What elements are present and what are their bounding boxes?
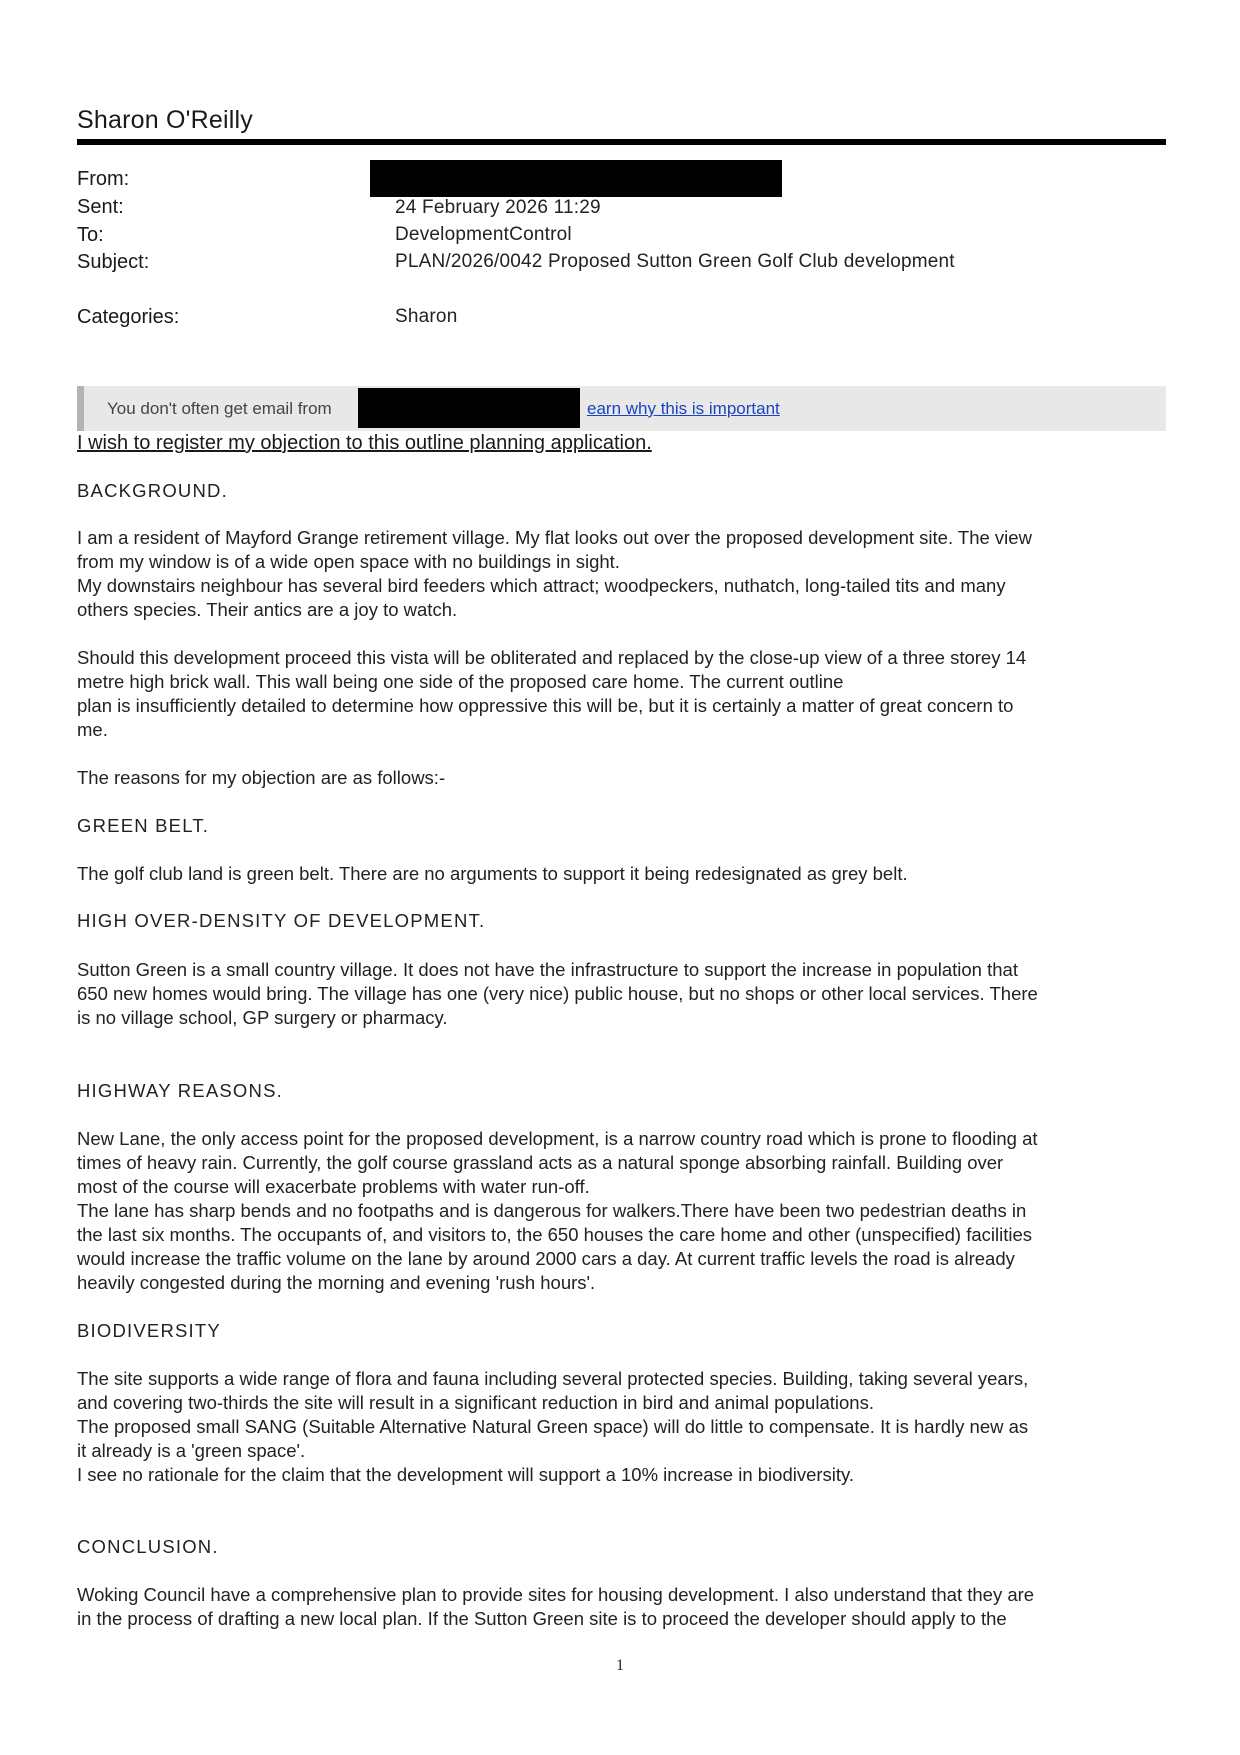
text-line: metre high brick wall. This wall being one side of the proposed care home. The current outline [77,671,844,692]
subject-label: Subject: [77,251,150,273]
text-line: I see no rationale for the claim that the development will support a 10% increase in biodiversity. [77,1464,855,1485]
text-line: The golf club land is green belt. There are no arguments to support it being redesignated as grey belt. [77,863,908,884]
reasons-intro [77,766,1167,790]
intro-line: I wish to register my objection to this outline planning application. [77,432,652,454]
text-line: The proposed small SANG (Suitable Alternative Natural Green space) will do little to compensate. It is hardly new as [77,1416,1029,1437]
text-line: 650 new homes would bring. The village has one (very nice) public house, but no shops or other local services. There [77,983,1038,1004]
to-label: To: [77,224,104,246]
text-line: plan is insufficiently detailed to determine how oppressive this will be, but it is certainly a matter of great concern to [77,695,1014,716]
text-line: Sutton Green is a small country village. It does not have the infrastructure to support the increase in population that [77,959,1018,980]
page-number: 1 [616,1657,624,1674]
text-line: is no village school, GP surgery or pharmacy. [77,1007,448,1028]
text-line: The lane has sharp bends and no footpaths and is dangerous for walkers.There have been two pedestrian deaths in [77,1200,1027,1221]
biodiversity-paragraph [77,1367,1167,1487]
text-line: The site supports a wide range of flora and fauna including several protected species. Building, taking several years, [77,1368,1029,1389]
subject-value: PLAN/2026/0042 Proposed Sutton Green Golf Club development [395,251,955,272]
from-label: From: [77,168,130,190]
categories-value: Sharon [395,306,458,327]
conclusion-paragraph [77,1583,1167,1631]
text-line: Should this development proceed this vista will be obliterated and replaced by the close-up view of a three storey 14 [77,647,1027,668]
text-line: and covering two-thirds the site will result in a significant reduction in bird and animal populations. [77,1392,874,1413]
heading-conclusion: CONCLUSION. [77,1536,219,1557]
text-line: heavily congested during the morning and evening 'rush hours'. [77,1272,596,1293]
heading-highway: HIGHWAY REASONS. [77,1080,283,1101]
heading-density: HIGH OVER-DENSITY OF DEVELOPMENT. [77,910,486,931]
text-line: me. [77,719,108,740]
from-redaction [370,160,782,197]
banner-accent-bar [77,386,84,431]
banner-redaction [358,388,580,428]
density-paragraph [77,958,1167,1030]
text-line: the last six months. The occupants of, and visitors to, the 650 houses the care home and other (unspecified) facilities [77,1224,1032,1245]
sender-name: Sharon O'Reilly [77,106,253,134]
heading-background: BACKGROUND. [77,480,228,501]
text-line: New Lane, the only access point for the proposed development, is a narrow country road which is prone to flooding at [77,1128,1038,1149]
text-line: in the process of drafting a new local plan. If the Sutton Green site is to proceed the developer should apply to the [77,1608,1007,1629]
sent-label: Sent: [77,196,124,218]
heading-green-belt: GREEN BELT. [77,815,210,836]
text-line: I am a resident of Mayford Grange retirement village. My flat looks out over the proposed development site. The view [77,527,1032,548]
text-line: most of the course will exacerbate problems with water run-off. [77,1176,590,1197]
text-line: from my window is of a wide open space with no buildings in sight. [77,551,620,572]
external-sender-banner [77,386,1166,431]
banner-text: You don't often get email from [107,399,332,418]
text-line: times of heavy rain. Currently, the golf course grassland acts as a natural sponge absorbing rainfall. Building over [77,1152,1004,1173]
text-line: would increase the traffic volume on the lane by around 2000 cars a day. At current traffic levels the road is already [77,1248,1015,1269]
header-divider [77,139,1166,145]
background-paragraph-1 [77,526,1167,622]
to-value: DevelopmentControl [395,224,572,245]
learn-why-link[interactable]: earn why this is important [587,399,780,418]
green-belt-paragraph [77,862,1167,886]
heading-biodiversity: BIODIVERSITY [77,1320,221,1341]
background-paragraph-2 [77,646,1167,742]
text-line: The reasons for my objection are as follows:- [77,767,446,788]
text-line: others species. Their antics are a joy to watch. [77,599,458,620]
highway-paragraph [77,1127,1167,1295]
text-line: Woking Council have a comprehensive plan to provide sites for housing development. I also understand that they are [77,1584,1035,1605]
text-line: it already is a 'green space'. [77,1440,306,1461]
sent-value: 24 February 2026 11:29 [395,197,601,218]
text-line: My downstairs neighbour has several bird feeders which attract; woodpeckers, nuthatch, long-tailed tits and many [77,575,1006,596]
categories-label: Categories: [77,306,180,328]
